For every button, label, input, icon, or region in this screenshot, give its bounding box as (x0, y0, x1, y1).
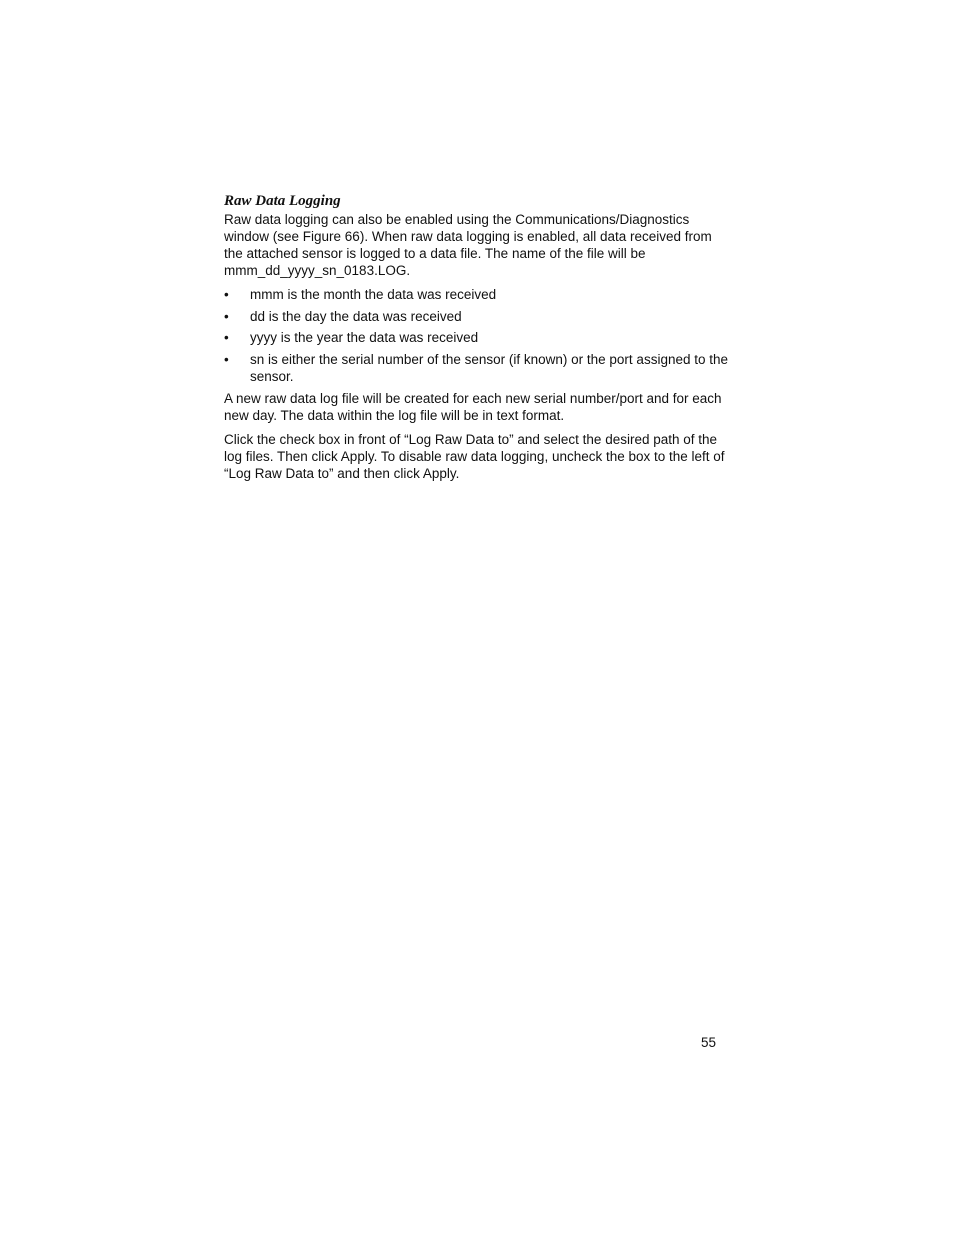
list-item-text: sn is either the serial number of the sensor (if known) or the port assigned to the sensor. (250, 351, 728, 384)
instructions-paragraph: Click the check box in front of “Log Raw Data to” and select the desired path of the log files. Then click Apply. To disable raw data logging, uncheck the box to the left of “Log Raw Data to” and then click Apply. (224, 431, 725, 481)
list-item (224, 286, 730, 303)
bullet-icon: • (224, 330, 229, 345)
list-item (224, 351, 730, 385)
list-item-text: dd is the day the data was received (250, 308, 462, 324)
bullet-list (224, 286, 730, 385)
list-item-text: mmm is the month the data was received (250, 287, 497, 302)
list-item (224, 329, 730, 346)
list-item (224, 308, 730, 325)
intro-paragraph: Raw data logging can also be enabled using the Communications/Diagnostics window (see Figure 66). When raw data logging is enabled, all data received from the attached sensor is logged to a data file. The name of the file will be mmm_dd_yyyy_sn_0183.LOG. (224, 212, 712, 278)
bullet-icon: • (224, 287, 229, 302)
list-item-text: yyyy is the year the data was received (250, 330, 479, 345)
bullet-icon: • (224, 308, 229, 324)
section-title: Raw Data Logging (224, 193, 341, 209)
page-number: 55 (701, 1035, 717, 1050)
log-file-paragraph: A new raw data log file will be created for each new serial number/port and for each new day. The data within the log file will be in text format. (224, 390, 722, 423)
page-content (224, 192, 730, 489)
bullet-icon: • (224, 351, 229, 367)
